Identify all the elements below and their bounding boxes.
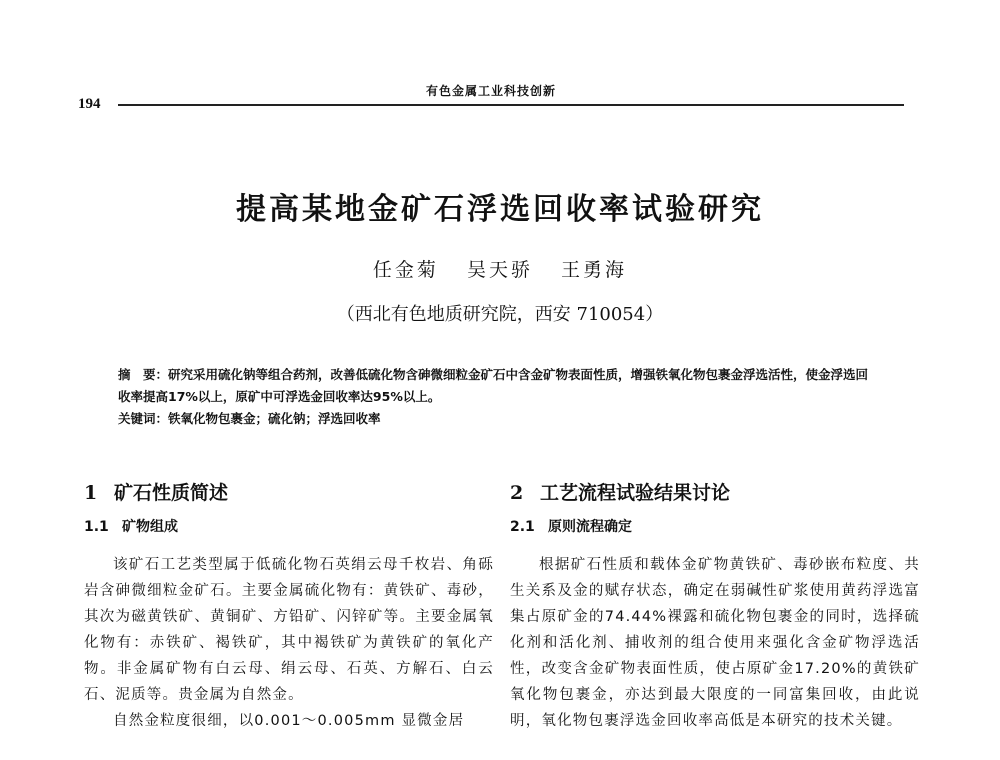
section-number: 2 (510, 482, 524, 504)
page-number: 194 (78, 96, 101, 112)
section-title: 矿石性质简述 (114, 482, 229, 504)
column-right (510, 478, 920, 734)
author-list (0, 255, 1000, 282)
section-heading (84, 478, 494, 504)
keywords-text: 铁氧化物包裹金；硫化钠；浮选回收率 (168, 411, 381, 426)
section-heading (510, 478, 920, 504)
abstract-block (118, 364, 878, 430)
subsection-heading (84, 516, 494, 538)
column-left (84, 478, 494, 734)
subsection-title: 矿物组成 (122, 519, 178, 535)
affiliation: （西北有色地质研究院，西安 710054） (336, 304, 664, 325)
abstract (118, 364, 878, 408)
header-rule (118, 104, 904, 106)
subsection-heading (510, 516, 920, 538)
abstract-label: 摘 要： (118, 367, 169, 382)
section-title: 工艺流程试验结果讨论 (540, 482, 731, 504)
subsection-number: 2.1 (510, 519, 535, 535)
author: 王勇海 (561, 259, 628, 281)
abstract-text: 研究采用硫化钠等组合药剂，改善低硫化物含砷微细粒金矿石中含金矿物表面性质，增强铁氧化物包裹金浮选活性，使金浮选回收率提高17%以上，原矿中可浮选金回收率达95%以上。 (118, 367, 869, 404)
section-body (84, 552, 494, 734)
paragraph: 自然金粒度很细，以0.001～0.005mm 显微金居 (113, 713, 465, 729)
paragraph: 根据矿石性质和载体金矿物黄铁矿、毒砂嵌布粒度、共生关系及金的赋存状态，确定在弱碱性矿浆使用黄药浮选富集占原矿金的74.44%裸露和硫化物包裹金的同时，选择硫化剂和活化剂、捕收剂的组合使用来强化含金矿物浮选活性，改变含金矿物表面性质，使占原矿金17.20%的黄铁矿氧化物包裹金，亦达到最大限度的一同富集回收，由此说明，氧化物包裹浮选金回收率高低是本研究的技术关键。 (510, 557, 920, 729)
author: 吴天骄 (466, 259, 533, 281)
journal-name: 有色金属工业科技创新 (425, 84, 556, 98)
section-number: 1 (84, 482, 98, 504)
keywords (118, 408, 878, 430)
author: 任金菊 (372, 259, 439, 281)
section-body (510, 552, 920, 734)
keywords-label: 关键词： (118, 411, 169, 426)
article-title: 提高某地金矿石浮选回收率试验研究 (236, 192, 764, 227)
paragraph: 该矿石工艺类型属于低硫化物石英绢云母千枚岩、角砾岩含砷微细粒金矿石。主要金属硫化物有：黄铁矿、毒砂，其次为磁黄铁矿、黄铜矿、方铅矿、闪锌矿等。主要金属氧化物有：赤铁矿、褐铁矿，其中褐铁矿为黄铁矿的氧化产物。非金属矿物有白云母、绢云母、石英、方解石、白云石、泥质等。贵金属为自然金。 (84, 557, 494, 703)
subsection-title: 原则流程确定 (548, 519, 632, 535)
subsection-number: 1.1 (84, 519, 109, 535)
running-header (78, 82, 904, 112)
